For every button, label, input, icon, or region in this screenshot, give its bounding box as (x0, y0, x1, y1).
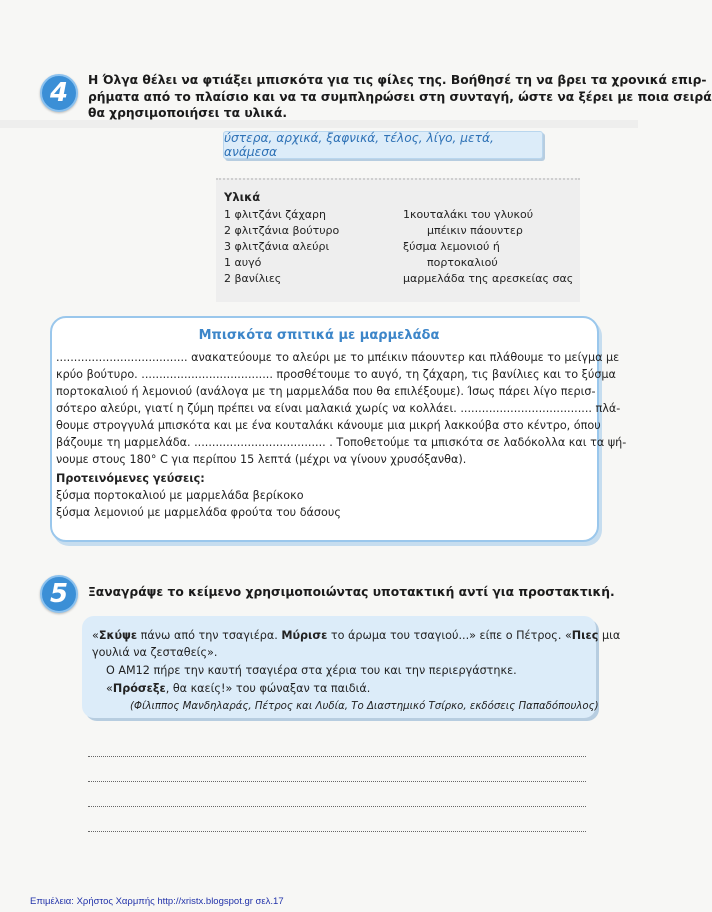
suggestion-item: ξύσμα πορτοκαλιού με μαρμελάδα βερίκοκο (56, 489, 304, 502)
suggestions-title: Προτεινόμενες γεύσεις: (56, 472, 205, 485)
adverb-list: ύστερα, αρχικά, ξαφνικά, τέλος, λίγο, μετά, ανάμεσα (224, 131, 494, 159)
task-4-line: Η Όλγα θέλει να φτιάξει μπισκότα για τις φίλες της. Βοήθησέ τη να βρει τα χρονικά επιρ- (88, 73, 707, 87)
quote-text: μια (598, 629, 621, 642)
task-4-instructions (88, 72, 712, 122)
imperative-verb: Πιες (571, 629, 599, 642)
ingredient-item: 2 βανίλιες (224, 272, 282, 285)
ingredient-item: 2 φλιτζάνια βούτυρο (224, 224, 340, 237)
task-5-number-badge: 5 (40, 575, 78, 613)
quote-text: το άρωμα του τσαγιού...» είπε ο Πέτρος. « (327, 629, 572, 642)
quote-line (106, 681, 370, 697)
imperative-verb: Σκύψε (98, 629, 138, 642)
task-4-line: ρήματα από το πλαίσιο και να τα συμπληρώσει στη συνταγή, ώστε να ξέρει με ποια σειρά (88, 89, 712, 104)
task-5-instructions: Ξαναγράψε το κείμενο χρησιμοποιώντας υποτακτική αντί για προστακτική. (88, 585, 615, 599)
suggestion-item: ξύσμα λεμονιού με μαρμελάδα φρούτα του δάσους (56, 506, 341, 519)
quote-line (92, 628, 620, 644)
answer-line[interactable] (88, 780, 586, 782)
recipe-line: βάζουμε τη μαρμελάδα. ..................................... . Τοποθετούμε τα μπισκότα σε λαδόκολλα και τα ψή- (56, 436, 627, 449)
imperative-verb: Πρόσεξε (112, 682, 166, 695)
ingredient-item: 1κουταλάκι του γλυκού (403, 208, 534, 221)
recipe-line: ..................................... ανακατεύουμε το αλεύρι με το μπέικιν πάουντερ και πλάθουμε το μείγμα με (56, 351, 620, 364)
quote-open: « (92, 629, 99, 642)
quote-open: « (106, 682, 113, 695)
answer-line[interactable] (88, 755, 586, 757)
ingredients-right-column (403, 207, 578, 287)
recipe-line: θουμε στρογγυλά μπισκότα και με ένα κουταλάκι κάνουμε μια μικρή λακκούβα στο κέντρο, όπου (56, 419, 601, 432)
quote-source: (Φίλιππος Μανδηλαράς, Πέτρος και Λυδία, Το Διαστημικό Τσίρκο, εκδόσεις Παπαδόπουλος) (130, 701, 599, 712)
recipe-line: κρύο βούτυρο. ..................................... προσθέτουμε το αυγό, τη ζάχαρη, τις βανίλιες και το ξύσμα (56, 368, 616, 381)
ingredient-item: μαρμελάδα της αρεσκείας σας (403, 272, 574, 285)
quote-line: Ο ΑΜ12 πήρε την καυτή τσαγιέρα στα χέρια του και την περιεργάστηκε. (106, 664, 517, 677)
answer-line[interactable] (88, 805, 586, 807)
answer-line[interactable] (88, 830, 586, 832)
task-4-line: θα χρησιμοποιήσει τα υλικά. (88, 106, 288, 120)
ingredient-item: 1 αυγό (224, 256, 262, 269)
recipe-title: Μπισκότα σπιτικά με μαρμελάδα (198, 328, 440, 343)
ingredients-title: Υλικά (224, 190, 261, 204)
quote-line: γουλιά να ζεσταθείς». (92, 646, 218, 659)
recipe-line: νουμε στους 180° C για περίπου 15 λεπτά (μέχρι να γίνουν χρυσόξανθα). (56, 453, 467, 466)
ingredient-item: ξύσμα λεμονιού ή (403, 240, 500, 253)
task-4-number-badge: 4 (40, 74, 78, 112)
footer-credit: Επιμέλεια: Χρήστος Χαρμπής http://xristx.blogspot.gr σελ.17 (30, 896, 284, 907)
recipe-line: σότερο αλεύρι, γιατί η ζύμη πρέπει να είναι μαλακιά χωρίς να κολλάει. ..................................... πλά- (56, 402, 621, 415)
ingredients-left-column (224, 207, 394, 287)
adverb-word-box (223, 131, 543, 159)
ingredient-item: πορτοκαλιού (427, 256, 498, 269)
quote-text: , θα καείς!» του φώναξαν τα παιδιά. (165, 682, 371, 695)
quote-text: πάνω από την τσαγιέρα. (137, 629, 282, 642)
ingredient-item: 3 φλιτζάνια αλεύρι (224, 240, 330, 253)
imperative-verb: Μύρισε (281, 629, 328, 642)
ingredient-item: μπέικιν πάουντερ (427, 224, 523, 237)
recipe-line: πορτοκαλιού ή λεμονιού (ανάλογα με τη μαρμελάδα που θα επιλέξουμε). Ίσως πάρει λίγο περισ- (56, 385, 596, 398)
ingredient-item: 1 φλιτζάνι ζάχαρη (224, 208, 326, 221)
